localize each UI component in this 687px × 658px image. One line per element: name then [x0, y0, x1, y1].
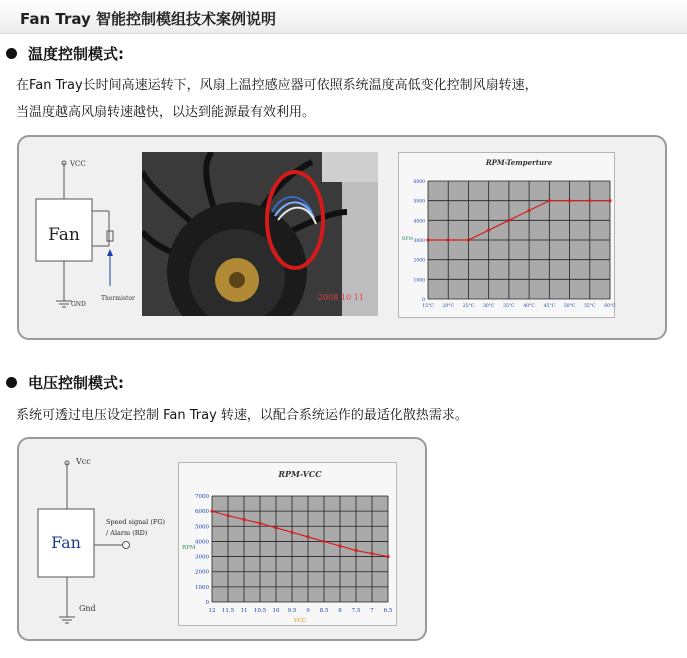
fan-label: Fan: [48, 225, 80, 245]
data-point: [386, 555, 389, 558]
x-tick-label: 10.5: [253, 608, 267, 614]
x-tick-label: 60°C: [604, 304, 616, 309]
x-tick-label: 7: [370, 608, 374, 614]
y-tick-label: 2000: [413, 258, 425, 264]
fan-photo: [142, 152, 378, 316]
vcc-label: Vcc: [76, 457, 91, 466]
section-voltage-line1: 系统可透过电压设定控制 Fan Tray 转速，以配合系统运作的最适化散热需求。: [16, 408, 468, 423]
y-axis-label: RPM: [402, 237, 414, 242]
data-point: [322, 540, 325, 543]
gnd-label: Gnd: [79, 604, 96, 613]
x-tick-label: 40°C: [523, 304, 535, 309]
chart-title: RPM-VCC: [278, 469, 322, 479]
voltage-circuit-diagram: [31, 449, 181, 629]
x-tick-label: 15°C: [422, 304, 434, 309]
data-point: [608, 199, 611, 202]
signal-label-1: Speed signal (FG): [106, 518, 166, 526]
x-tick-label: 12: [208, 608, 216, 614]
x-tick-label: 8: [338, 608, 342, 614]
data-point: [548, 199, 551, 202]
data-point: [290, 531, 293, 534]
y-tick-label: 0: [205, 600, 209, 606]
y-tick-label: 2000: [195, 569, 209, 576]
x-tick-label: 8.5: [319, 608, 329, 614]
x-tick-label: 10: [272, 608, 280, 614]
thermistor-icon: [107, 231, 113, 241]
y-tick-label: 7000: [195, 494, 209, 500]
data-point: [210, 510, 213, 513]
x-axis-label: VCC: [293, 618, 307, 624]
data-point: [467, 238, 470, 241]
data-point: [507, 219, 510, 222]
y-tick-label: 4000: [413, 219, 425, 225]
signal-label-2: / Alarm (RD): [106, 529, 148, 537]
y-tick-label: 6000: [195, 509, 209, 516]
data-point: [588, 199, 591, 202]
data-point: [338, 544, 341, 547]
data-point: [226, 514, 229, 517]
page-title: Fan Tray 智能控制模组技术案例说明: [20, 10, 277, 28]
x-tick-label: 11.5: [221, 608, 235, 614]
temperature-panel: [17, 135, 667, 340]
y-tick-label: 5000: [195, 524, 209, 531]
fan-photo-graphic: [142, 152, 378, 316]
y-tick-label: 1000: [195, 584, 209, 591]
data-point: [306, 535, 309, 538]
x-tick-label: 9: [306, 608, 310, 614]
y-tick-label: 0: [422, 298, 425, 303]
bullet-icon: [6, 377, 17, 388]
data-point: [426, 238, 429, 241]
x-tick-label: 30°C: [482, 304, 495, 309]
y-tick-label: 4000: [195, 539, 209, 546]
chart-rpm-temperature: [398, 152, 615, 318]
voltage-panel: [17, 437, 427, 641]
chart-rpm-vcc-svg: [179, 463, 398, 627]
data-point: [274, 526, 277, 529]
section-voltage-title: 电压控制模式:: [28, 374, 124, 392]
x-tick-label: 9.5: [287, 608, 297, 614]
temperature-circuit-diagram: [29, 151, 149, 321]
section-temperature-line1: 在Fan Tray长时间高速运转下，风扇上温控感应器可依照系统温度高低变化控制风扇转速，: [16, 78, 538, 93]
data-point: [354, 549, 357, 552]
x-tick-label: 7.5: [351, 608, 361, 614]
x-tick-label: 55°C: [584, 304, 596, 309]
section-temperature-title: 温度控制模式:: [28, 45, 124, 63]
section-temperature-heading: [6, 43, 124, 64]
y-tick-label: 3000: [195, 554, 209, 561]
fan-label: Fan: [51, 533, 81, 552]
data-point: [447, 238, 450, 241]
data-point: [370, 552, 373, 555]
title-bar: [0, 0, 687, 34]
x-tick-label: 20°C: [442, 304, 454, 309]
x-tick-label: 6.5: [383, 608, 393, 614]
x-tick-label: 50°C: [563, 304, 576, 309]
x-tick-label: 35°C: [503, 304, 515, 309]
section-voltage-heading: [6, 372, 124, 393]
x-tick-label: 45°C: [543, 304, 556, 309]
chart-title: RPM-Temperture: [485, 158, 553, 167]
bullet-icon: [6, 48, 17, 59]
x-tick-label: 11: [240, 608, 248, 614]
y-tick-label: 1000: [413, 278, 425, 284]
gnd-label: GND: [71, 301, 86, 308]
data-point: [242, 518, 245, 521]
y-axis-label: RPM: [182, 545, 196, 551]
data-point: [487, 229, 490, 232]
chart-rpm-vcc: [178, 462, 397, 626]
data-point: [528, 209, 531, 212]
y-tick-label: 3000: [413, 239, 425, 244]
chart-rpm-temperature-svg: [399, 153, 616, 319]
y-tick-label: 6000: [413, 180, 425, 185]
plot-area: [212, 496, 388, 602]
y-tick-label: 5000: [413, 199, 425, 205]
photo-timestamp: 2008 10 11: [318, 293, 364, 302]
x-tick-label: 25°C: [462, 304, 475, 309]
thermistor-label: Thermistor: [101, 295, 135, 302]
data-point: [568, 199, 571, 202]
section-temperature-line2: 当温度越高风扇转速越快，以达到能源最有效利用。: [16, 105, 316, 120]
vcc-label: VCC: [70, 160, 86, 168]
data-point: [258, 522, 261, 525]
